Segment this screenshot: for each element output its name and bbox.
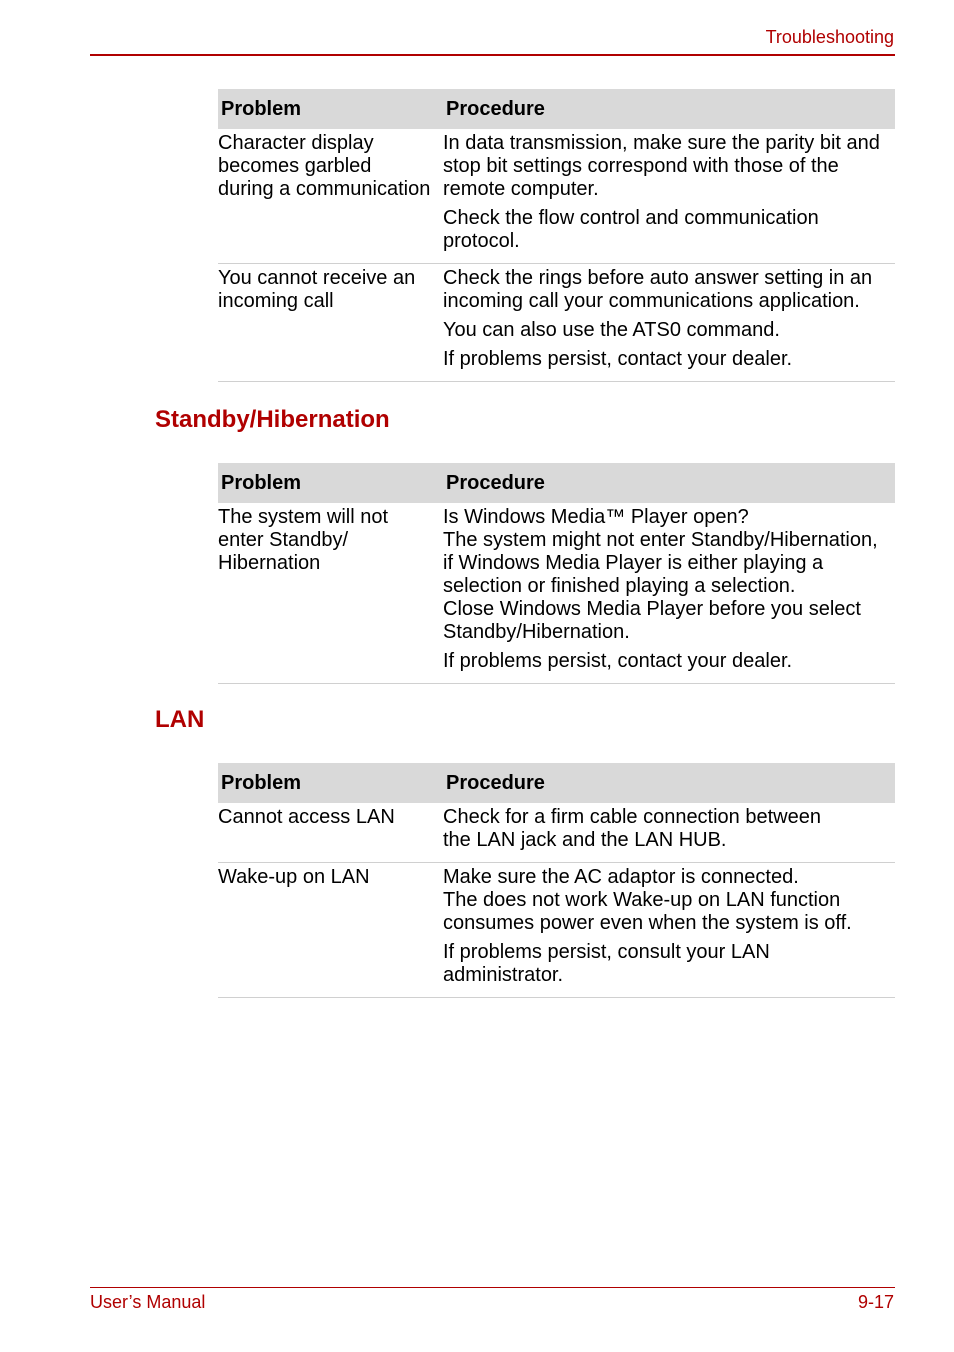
problem-text-line: incoming call <box>218 290 334 312</box>
procedure-text-line: Standby/Hibernation. <box>443 621 630 643</box>
procedure-text-line: Check the flow control and communication <box>443 207 819 229</box>
problem-text-line: enter Standby/ <box>218 529 349 551</box>
procedure-text-line: Check for a firm cable connection between <box>443 806 821 828</box>
procedure-paragraph <box>443 132 895 201</box>
procedure-text-line: if Windows Media Player is either playing a <box>443 552 824 574</box>
procedure-text-line: The system might not enter Standby/Hibernation, <box>443 529 878 551</box>
lan-problem-table <box>218 763 895 998</box>
procedure-paragraph <box>443 348 895 371</box>
procedure-paragraph <box>443 866 895 935</box>
procedure-paragraph <box>443 506 895 644</box>
page-header-title: Troubleshooting <box>765 27 894 47</box>
procedure-text-line: the LAN jack and the LAN HUB. <box>443 829 727 851</box>
procedure-text-line: If problems persist, consult your LAN <box>443 941 770 963</box>
procedure-text-line: If problems persist, contact your dealer. <box>443 650 793 672</box>
procedure-cell <box>443 129 895 264</box>
footer-rule <box>90 1287 895 1288</box>
problem-text-line: Cannot access LAN <box>218 806 395 828</box>
procedure-text-line: Is Windows Media™ Player open? <box>443 506 749 528</box>
problem-cell <box>218 264 443 382</box>
problem-column-header: Problem <box>218 463 443 503</box>
table-header-row <box>218 89 895 129</box>
procedure-text-line: The does not work Wake-up on LAN function <box>443 889 841 911</box>
table-row <box>218 863 895 998</box>
procedure-text-line: In data transmission, make sure the parity bit and <box>443 132 880 154</box>
table-row <box>218 503 895 684</box>
procedure-cell <box>443 803 895 863</box>
procedure-paragraph <box>443 806 895 852</box>
footer-page-number: 9-17 <box>857 1292 894 1312</box>
procedure-text-line: remote computer. <box>443 178 599 200</box>
modem-problem-table <box>218 89 895 382</box>
header-rule <box>90 54 895 56</box>
procedure-cell <box>443 863 895 998</box>
procedure-paragraph <box>443 941 895 987</box>
problem-text-line: The system will not <box>218 506 389 528</box>
problem-text-line: becomes garbled <box>218 155 372 177</box>
footer-manual-name: User’s Manual <box>90 1292 206 1312</box>
procedure-text-line: protocol. <box>443 230 520 252</box>
table-row <box>218 264 895 382</box>
procedure-text-line: selection or finished playing a selection. <box>443 575 796 597</box>
procedure-text-line: administrator. <box>443 964 564 986</box>
procedure-text-line: consumes power even when the system is off. <box>443 912 852 934</box>
table-row <box>218 803 895 863</box>
procedure-text-line: incoming call your communications application. <box>443 290 860 312</box>
standby-problem-table <box>218 463 895 684</box>
procedure-text-line: stop bit settings correspond with those of the <box>443 155 839 177</box>
problem-cell <box>218 803 443 863</box>
procedure-column-header: Procedure <box>443 763 895 803</box>
problem-cell <box>218 863 443 998</box>
procedure-cell <box>443 503 895 684</box>
procedure-paragraph <box>443 207 895 253</box>
procedure-text-line: Make sure the AC adaptor is connected. <box>443 866 799 888</box>
procedure-text-line: If problems persist, contact your dealer. <box>443 348 793 370</box>
procedure-paragraph <box>443 650 895 673</box>
procedure-text-line: Check the rings before auto answer setting in an <box>443 267 873 289</box>
problem-column-header: Problem <box>218 89 443 129</box>
problem-text-line: Hibernation <box>218 552 321 574</box>
procedure-text-line: Close Windows Media Player before you select <box>443 598 861 620</box>
table-header-row <box>218 463 895 503</box>
problem-cell <box>218 129 443 264</box>
problem-text-line: during a communication <box>218 178 431 200</box>
procedure-paragraph <box>443 319 895 342</box>
procedure-column-header: Procedure <box>443 89 895 129</box>
problem-text-line: Character display <box>218 132 374 154</box>
procedure-cell <box>443 264 895 382</box>
problem-text-line: Wake-up on LAN <box>218 866 370 888</box>
problem-column-header: Problem <box>218 763 443 803</box>
standby-hibernation-heading: Standby/Hibernation <box>155 406 390 433</box>
lan-heading: LAN <box>155 706 205 733</box>
problem-cell <box>218 503 443 684</box>
procedure-column-header: Procedure <box>443 463 895 503</box>
table-header-row <box>218 763 895 803</box>
procedure-paragraph <box>443 267 895 313</box>
table-row <box>218 129 895 264</box>
procedure-text-line: You can also use the ATS0 command. <box>443 319 780 341</box>
problem-text-line: You cannot receive an <box>218 267 416 289</box>
